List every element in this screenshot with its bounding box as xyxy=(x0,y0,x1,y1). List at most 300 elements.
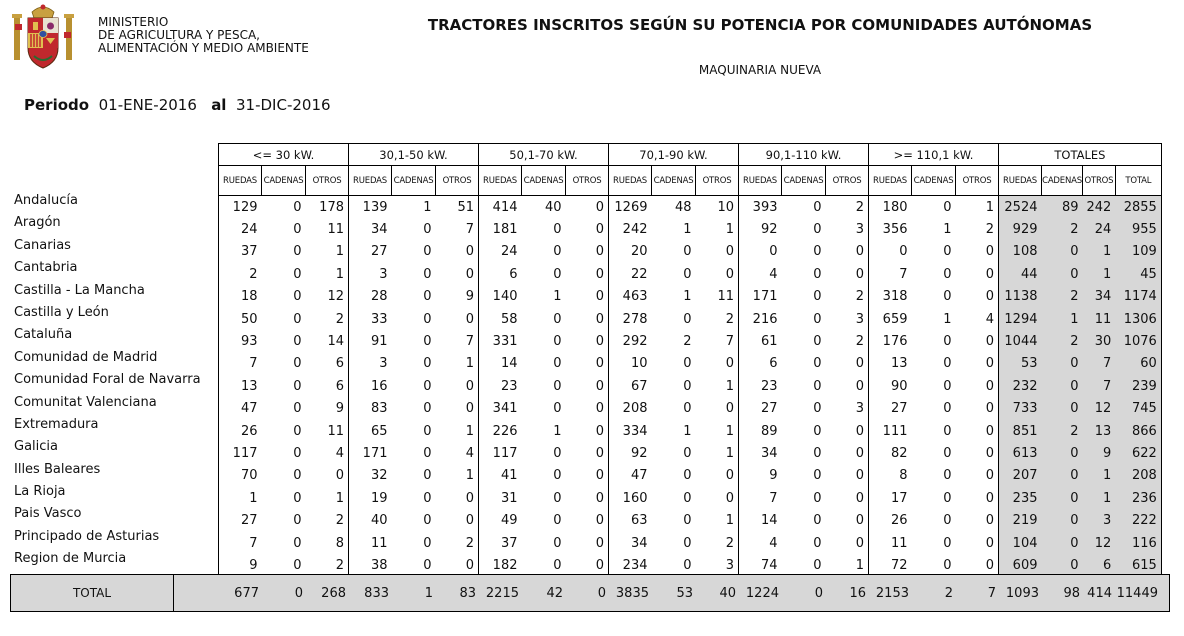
table-cell: 12 xyxy=(1083,532,1116,554)
sub-header: CADENAS xyxy=(652,166,696,196)
table-cell: 1 xyxy=(436,353,479,375)
table-cell: 0 xyxy=(566,218,609,240)
table-cell: 622 xyxy=(1115,442,1161,464)
table-cell: 242 xyxy=(622,222,648,238)
table-cell: 89 xyxy=(1042,196,1083,219)
region-label: Cantabria xyxy=(14,260,78,276)
table-cell: 0 xyxy=(293,423,302,439)
table-cell: 3 xyxy=(826,398,869,420)
table-cell: 2 xyxy=(436,532,479,554)
region-label: Cataluña xyxy=(14,327,73,343)
total-value: 677 xyxy=(234,585,259,601)
table-cell: 0 xyxy=(1042,263,1083,285)
table-cell: 178 xyxy=(306,196,349,219)
table-cell: 0 xyxy=(813,244,822,260)
table-cell: 318 xyxy=(882,289,908,305)
table-cell: 22 xyxy=(630,266,648,282)
table-cell: 0 xyxy=(566,487,609,509)
period-label: Periodo xyxy=(24,96,90,114)
table-cell: 1174 xyxy=(1115,286,1161,308)
table-cell: 41 xyxy=(500,468,518,484)
table-cell: 7 xyxy=(696,330,739,352)
table-cell: 11 xyxy=(1083,308,1116,330)
table-cell: 160 xyxy=(622,490,648,506)
table-cell: 0 xyxy=(566,509,609,531)
table-cell: 0 xyxy=(566,330,609,352)
table-cell: 2 xyxy=(1042,330,1083,352)
table-cell: 1294 xyxy=(999,308,1042,330)
table-cell: 51 xyxy=(436,196,479,219)
table-cell: 0 xyxy=(899,244,908,260)
table-cell: 235 xyxy=(999,487,1042,509)
table-row xyxy=(219,308,1162,330)
table-cell: 0 xyxy=(423,423,432,439)
table-cell: 0 xyxy=(813,222,822,238)
table-cell: 0 xyxy=(1042,554,1083,577)
table-cell: 0 xyxy=(566,420,609,442)
table-cell: 0 xyxy=(956,263,999,285)
sub-header: RUEDAS xyxy=(479,166,522,196)
table-cell: 0 xyxy=(813,356,822,372)
table-cell: 1 xyxy=(943,311,952,327)
table-cell: 0 xyxy=(566,353,609,375)
sub-header-row xyxy=(219,166,1162,196)
table-cell: 0 xyxy=(436,263,479,285)
table-cell: 0 xyxy=(826,532,869,554)
table-cell: 0 xyxy=(683,535,692,551)
table-cell: 0 xyxy=(553,311,562,327)
table-cell: 0 xyxy=(423,222,432,238)
table-cell: 0 xyxy=(553,445,562,461)
table-cell: 1 xyxy=(696,375,739,397)
total-value: 2153 xyxy=(875,585,909,601)
report-title: TRACTORES INSCRITOS SEGÚN SU POTENCIA POR COMUNIDADES AUTÓNOMAS xyxy=(427,16,1093,34)
table-cell: 40 xyxy=(544,199,562,215)
table-cell: 0 xyxy=(293,513,302,529)
table-cell: 30 xyxy=(1083,330,1116,352)
table-cell: 11 xyxy=(696,286,739,308)
coat-of-arms-logo xyxy=(12,4,74,70)
table-cell: 393 xyxy=(752,199,778,215)
table-cell: 0 xyxy=(1042,241,1083,263)
table-cell: 0 xyxy=(683,468,692,484)
table-row xyxy=(219,196,1162,219)
table-cell: 24 xyxy=(1083,218,1116,240)
region-label: Canarias xyxy=(14,237,71,253)
table-cell: 0 xyxy=(423,468,432,484)
region-label: Aragón xyxy=(14,215,61,231)
period-to: 31-DIC-2016 xyxy=(236,96,331,114)
table-cell: 181 xyxy=(492,222,518,238)
group-header-row xyxy=(219,144,1162,166)
table-cell: 3 xyxy=(826,308,869,330)
table-cell: 4 xyxy=(436,442,479,464)
table-cell: 2 xyxy=(696,308,739,330)
table-cell: 0 xyxy=(566,263,609,285)
table-cell: 11 xyxy=(890,535,908,551)
total-value: 833 xyxy=(364,585,389,601)
table-cell: 2 xyxy=(219,263,262,285)
sub-header: RUEDAS xyxy=(609,166,652,196)
table-cell: 219 xyxy=(999,509,1042,531)
table-cell: 0 xyxy=(566,532,609,554)
sub-header: RUEDAS xyxy=(739,166,782,196)
table-cell: 929 xyxy=(999,218,1042,240)
period-to-label: al xyxy=(211,96,227,114)
sub-header: OTROS xyxy=(566,166,609,196)
table-cell: 1138 xyxy=(999,286,1042,308)
table-cell: 0 xyxy=(943,199,952,215)
table-cell: 0 xyxy=(813,513,822,529)
table-cell: 37 xyxy=(219,241,262,263)
table-cell: 34 xyxy=(1083,286,1116,308)
table-cell: 0 xyxy=(813,334,822,350)
table-cell: 0 xyxy=(683,490,692,506)
table-cell: 1 xyxy=(683,289,692,305)
table-cell: 111 xyxy=(882,423,908,439)
table-row xyxy=(219,465,1162,487)
table-cell: 60 xyxy=(1115,353,1161,375)
table-cell: 0 xyxy=(436,308,479,330)
table-row xyxy=(219,442,1162,464)
total-value: 2 xyxy=(944,585,953,601)
table-cell: 0 xyxy=(813,311,822,327)
table-cell: 0 xyxy=(813,445,822,461)
table-cell: 40 xyxy=(370,513,388,529)
table-cell: 7 xyxy=(899,266,908,282)
table-cell: 2 xyxy=(826,330,869,352)
table-cell: 17 xyxy=(890,490,908,506)
table-cell: 0 xyxy=(826,241,869,263)
table-cell: 10 xyxy=(630,356,648,372)
totals-sub-header: OTROS xyxy=(1083,166,1116,196)
table-cell: 1 xyxy=(553,423,562,439)
region-label: Extremadura xyxy=(14,416,99,432)
table-cell: 2 xyxy=(956,218,999,240)
table-cell: 1 xyxy=(1083,241,1116,263)
table-cell: 3 xyxy=(379,356,388,372)
group-header: >= 110,1 kW. xyxy=(869,144,999,166)
total-value: 40 xyxy=(719,585,736,601)
table-cell: 38 xyxy=(349,554,392,577)
region-label: Pais Vasco xyxy=(14,506,82,522)
table-cell: 613 xyxy=(999,442,1042,464)
table-cell: 7 xyxy=(436,218,479,240)
table-cell: 61 xyxy=(760,334,778,350)
table-cell: 0 xyxy=(423,445,432,461)
region-label: Region de Murcia xyxy=(14,551,127,567)
table-cell: 14 xyxy=(760,513,778,529)
sub-header: CADENAS xyxy=(912,166,956,196)
table-cell: 0 xyxy=(553,401,562,417)
total-value: 1093 xyxy=(1005,585,1039,601)
table-cell: 0 xyxy=(566,465,609,487)
table-cell: 609 xyxy=(999,554,1042,577)
table-cell: 182 xyxy=(479,554,522,577)
table-cell: 226 xyxy=(492,423,518,439)
sub-header: OTROS xyxy=(436,166,479,196)
table-cell: 1 xyxy=(436,465,479,487)
table-cell: 7 xyxy=(1083,353,1116,375)
table-cell: 49 xyxy=(500,513,518,529)
table-cell: 65 xyxy=(370,423,388,439)
table-cell: 24 xyxy=(219,218,262,240)
table-cell: 0 xyxy=(813,401,822,417)
table-cell: 3 xyxy=(826,218,869,240)
table-cell: 37 xyxy=(500,535,518,551)
table-cell: 1076 xyxy=(1115,330,1161,352)
table-cell: 0 xyxy=(553,513,562,529)
table-cell: 12 xyxy=(1083,398,1116,420)
table-cell: 1 xyxy=(553,289,562,305)
table-cell: 117 xyxy=(219,442,262,464)
region-label: Comunidad Foral de Navarra xyxy=(14,372,201,388)
table-cell: 0 xyxy=(1042,532,1083,554)
table-cell: 0 xyxy=(956,420,999,442)
table-cell: 23 xyxy=(760,378,778,394)
table-cell: 0 xyxy=(826,375,869,397)
ministry-line: MINISTERIO xyxy=(98,15,169,29)
table-cell: 4 xyxy=(769,266,778,282)
sub-header: CADENAS xyxy=(392,166,436,196)
table-cell: 13 xyxy=(1083,420,1116,442)
table-cell: 1 xyxy=(306,263,349,285)
total-value: 0 xyxy=(597,585,606,601)
totals-sub-header: CADENAS xyxy=(1042,166,1083,196)
table-cell: 0 xyxy=(423,535,432,551)
table-cell: 4 xyxy=(769,535,778,551)
table-cell: 0 xyxy=(813,468,822,484)
table-cell: 0 xyxy=(423,289,432,305)
table-cell: 0 xyxy=(813,289,822,305)
table-cell: 0 xyxy=(553,222,562,238)
table-cell: 0 xyxy=(1042,487,1083,509)
table-cell: 27 xyxy=(370,244,388,260)
table-cell: 3 xyxy=(1083,509,1116,531)
total-value: 83 xyxy=(459,585,476,601)
table-cell: 615 xyxy=(1115,554,1161,577)
group-header: 30,1-50 kW. xyxy=(349,144,479,166)
ministry-line: DE AGRICULTURA Y PESCA, xyxy=(98,28,260,42)
table-cell: 0 xyxy=(826,465,869,487)
table-cell: 6 xyxy=(1083,554,1116,577)
table-cell: 93 xyxy=(219,330,262,352)
table-cell: 341 xyxy=(492,401,518,417)
region-label: Castilla - La Mancha xyxy=(14,282,145,298)
table-cell: 0 xyxy=(696,398,739,420)
table-cell: 82 xyxy=(890,445,908,461)
table-cell: 0 xyxy=(696,241,739,263)
table-cell: 1 xyxy=(696,442,739,464)
table-cell: 0 xyxy=(813,266,822,282)
table-cell: 176 xyxy=(882,334,908,350)
table-cell: 0 xyxy=(566,196,609,219)
ministry-name xyxy=(98,16,309,55)
sub-header: RUEDAS xyxy=(869,166,912,196)
table-cell: 0 xyxy=(813,535,822,551)
table-cell: 90 xyxy=(890,378,908,394)
table-cell: 11 xyxy=(306,218,349,240)
group-header: <= 30 kW. xyxy=(219,144,349,166)
table-cell: 14 xyxy=(306,330,349,352)
table-cell: 0 xyxy=(696,263,739,285)
table-cell: 0 xyxy=(293,311,302,327)
table-cell: 1 xyxy=(683,222,692,238)
total-value: 0 xyxy=(814,585,823,601)
table-cell: 20 xyxy=(630,244,648,260)
table-cell: 0 xyxy=(566,375,609,397)
table-cell: 0 xyxy=(943,356,952,372)
table-cell: 0 xyxy=(1042,398,1083,420)
group-header: 70,1-90 kW. xyxy=(609,144,739,166)
table-cell: 0 xyxy=(436,554,479,577)
sub-header: CADENAS xyxy=(782,166,826,196)
table-cell: 24 xyxy=(500,244,518,260)
table-cell: 10 xyxy=(696,196,739,219)
table-cell: 0 xyxy=(436,487,479,509)
table-cell: 4 xyxy=(956,308,999,330)
table-cell: 0 xyxy=(943,266,952,282)
table-cell: 1 xyxy=(219,487,262,509)
table-cell: 0 xyxy=(956,241,999,263)
table-cell: 0 xyxy=(683,311,692,327)
table-cell: 0 xyxy=(943,378,952,394)
table-cell: 16 xyxy=(370,378,388,394)
table-cell: 31 xyxy=(500,490,518,506)
table-cell: 0 xyxy=(956,487,999,509)
table-cell: 0 xyxy=(696,465,739,487)
table-cell: 208 xyxy=(622,401,648,417)
table-cell: 9 xyxy=(1083,442,1116,464)
total-value: 7 xyxy=(987,585,996,601)
table-row xyxy=(219,487,1162,509)
region-label: Andalucía xyxy=(14,193,78,208)
table-cell: 0 xyxy=(826,487,869,509)
table-cell: 32 xyxy=(370,468,388,484)
table-cell: 234 xyxy=(609,554,652,577)
sub-header: CADENAS xyxy=(262,166,306,196)
table-cell: 0 xyxy=(943,535,952,551)
table-cell: 0 xyxy=(956,286,999,308)
table-row xyxy=(219,375,1162,397)
table-cell: 0 xyxy=(1042,465,1083,487)
sub-header: OTROS xyxy=(696,166,739,196)
table-cell: 116 xyxy=(1115,532,1161,554)
table-cell: 733 xyxy=(999,398,1042,420)
table-cell: 0 xyxy=(423,334,432,350)
table-cell: 63 xyxy=(630,513,648,529)
region-label: Illes Baleares xyxy=(14,461,101,477)
table-cell: 0 xyxy=(683,378,692,394)
table-cell: 47 xyxy=(219,398,262,420)
sub-header: RUEDAS xyxy=(219,166,262,196)
table-cell: 109 xyxy=(1115,241,1161,263)
table-cell: 0 xyxy=(293,334,302,350)
table-cell: 0 xyxy=(826,442,869,464)
totals-sub-header: RUEDAS xyxy=(999,166,1042,196)
table-cell: 1 xyxy=(436,420,479,442)
total-row xyxy=(10,574,1170,612)
table-cell: 0 xyxy=(956,353,999,375)
table-cell: 0 xyxy=(813,423,822,439)
table-cell: 34 xyxy=(630,535,648,551)
total-value: 0 xyxy=(294,585,303,601)
table-cell: 236 xyxy=(1115,487,1161,509)
table-cell: 0 xyxy=(423,513,432,529)
table-cell: 1 xyxy=(1083,487,1116,509)
table-cell: 0 xyxy=(423,490,432,506)
table-cell: 0 xyxy=(566,554,609,577)
region-label: Comunidad de Madrid xyxy=(14,349,158,365)
table-cell: 0 xyxy=(566,241,609,263)
table-cell: 0 xyxy=(553,378,562,394)
table-row xyxy=(219,330,1162,352)
table-cell: 6 xyxy=(306,353,349,375)
table-cell: 0 xyxy=(293,378,302,394)
table-cell: 1 xyxy=(956,196,999,219)
table-cell: 6 xyxy=(306,375,349,397)
table-cell: 292 xyxy=(622,334,648,350)
table-cell: 1 xyxy=(1083,263,1116,285)
table-cell: 0 xyxy=(943,445,952,461)
table-cell: 334 xyxy=(622,423,648,439)
table-cell: 1 xyxy=(423,199,432,215)
table-cell: 139 xyxy=(362,199,388,215)
table-cell: 89 xyxy=(760,423,778,439)
table-cell: 0 xyxy=(813,199,822,215)
table-cell: 331 xyxy=(492,334,518,350)
table-cell: 7 xyxy=(219,353,262,375)
table-cell: 72 xyxy=(869,554,912,577)
table-cell: 9 xyxy=(219,554,262,577)
table-cell: 0 xyxy=(683,266,692,282)
table-cell: 2 xyxy=(306,308,349,330)
table-cell: 0 xyxy=(956,465,999,487)
table-cell: 0 xyxy=(392,554,436,577)
table-cell: 208 xyxy=(1115,465,1161,487)
table-cell: 2 xyxy=(696,532,739,554)
table-cell: 0 xyxy=(943,244,952,260)
table-cell: 0 xyxy=(306,465,349,487)
table-row xyxy=(219,241,1162,263)
ministry-line: ALIMENTACIÓN Y MEDIO AMBIENTE xyxy=(98,41,309,55)
table-cell: 8 xyxy=(306,532,349,554)
table-cell: 0 xyxy=(553,468,562,484)
total-value: 3835 xyxy=(615,585,649,601)
table-cell: 140 xyxy=(492,289,518,305)
table-cell: 171 xyxy=(752,289,778,305)
table-cell: 83 xyxy=(370,401,388,417)
table-cell: 851 xyxy=(999,420,1042,442)
table-cell: 48 xyxy=(674,199,692,215)
table-cell: 2 xyxy=(306,509,349,531)
table-cell: 2524 xyxy=(999,196,1042,219)
table-cell: 19 xyxy=(370,490,388,506)
table-cell: 216 xyxy=(752,311,778,327)
table-cell: 6 xyxy=(509,266,518,282)
table-cell: 9 xyxy=(436,286,479,308)
table-cell: 0 xyxy=(696,487,739,509)
period-range xyxy=(24,96,331,114)
table-cell: 242 xyxy=(1083,196,1116,219)
table-cell: 0 xyxy=(293,222,302,238)
table-cell: 0 xyxy=(293,266,302,282)
table-cell: 1 xyxy=(696,509,739,531)
table-cell: 1 xyxy=(696,218,739,240)
table-cell: 0 xyxy=(566,286,609,308)
table-cell: 0 xyxy=(436,375,479,397)
table-row xyxy=(219,509,1162,531)
